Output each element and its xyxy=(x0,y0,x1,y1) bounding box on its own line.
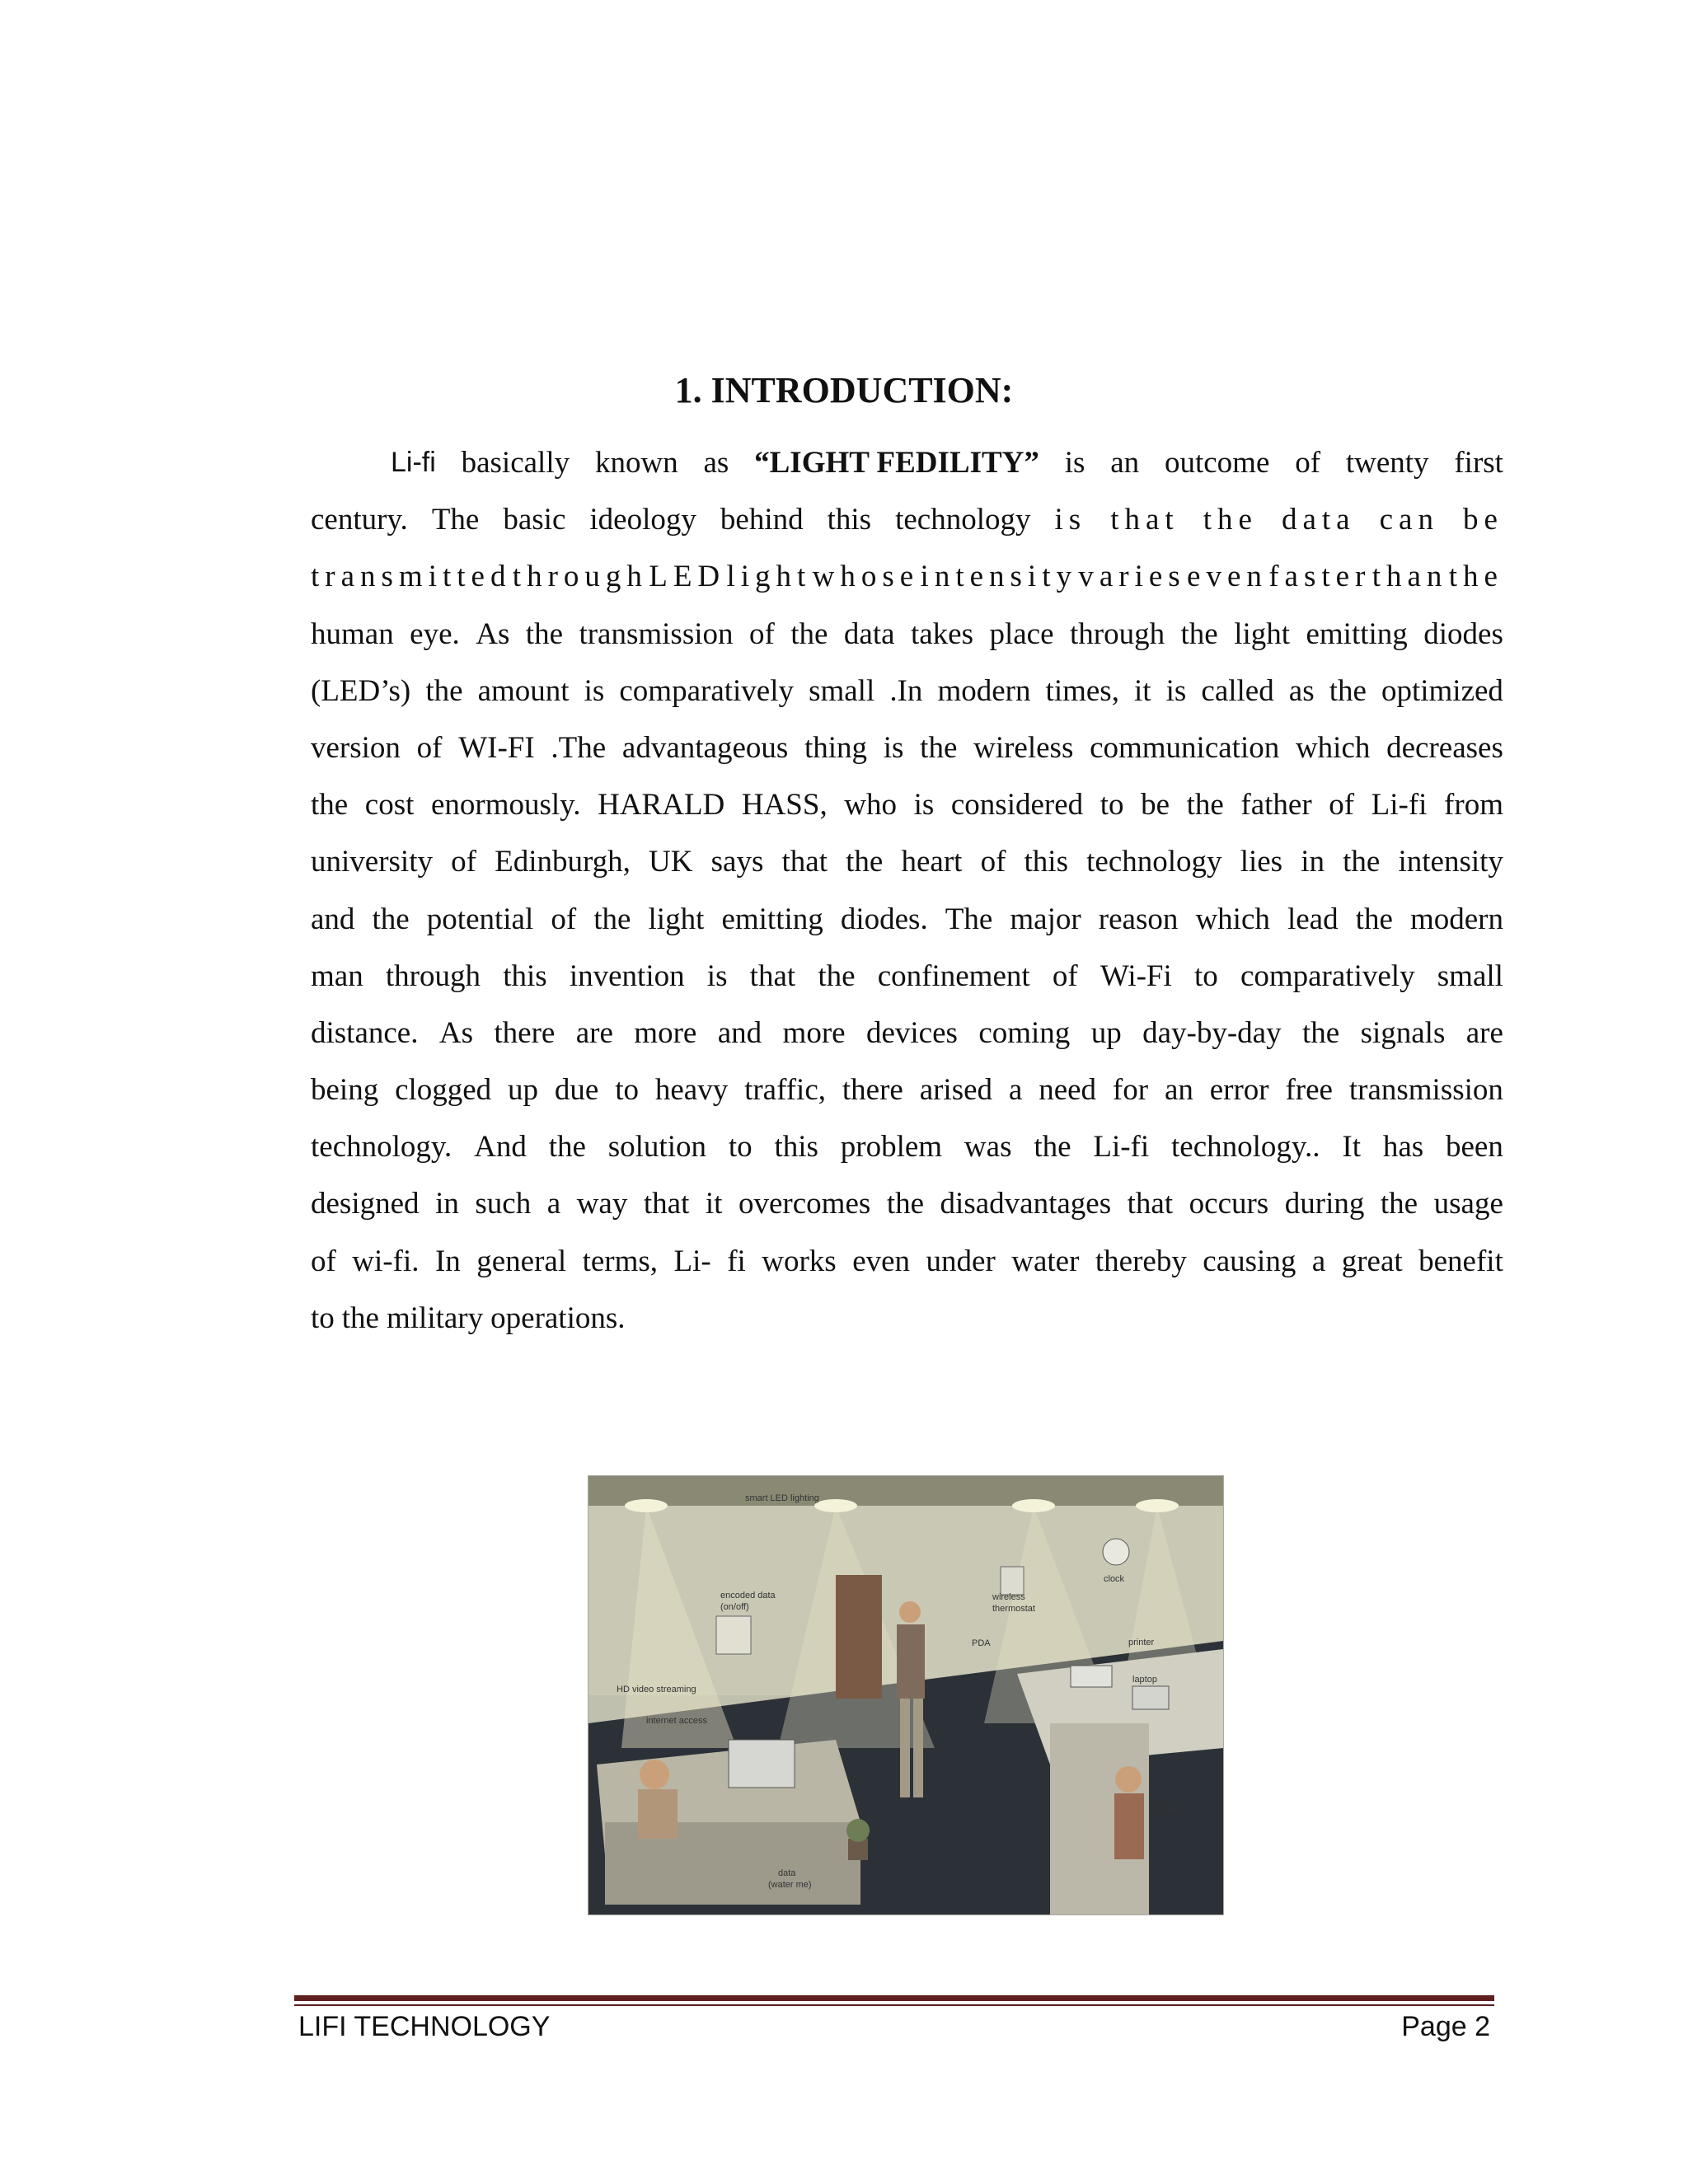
seated-person-body xyxy=(638,1789,678,1839)
paragraph-word: as xyxy=(1288,673,1315,708)
figure-label: data xyxy=(778,1868,796,1878)
paragraph-word: is xyxy=(584,673,605,708)
paragraph-word: the xyxy=(846,845,884,879)
paragraph-word: Li-fi xyxy=(1371,788,1428,823)
paragraph-word: Li-fi xyxy=(1093,1130,1150,1165)
paragraph-word: considered xyxy=(950,788,1084,823)
paragraph-word: through xyxy=(1069,616,1165,651)
paragraph-word: small xyxy=(809,673,875,708)
paragraph-word: the xyxy=(593,902,631,936)
paragraph-word: is xyxy=(1165,673,1187,708)
figure-label: thermostat xyxy=(992,1604,1035,1614)
paragraph-word: comparatively xyxy=(1240,958,1415,993)
paragraph-word: diodes xyxy=(1423,616,1503,651)
paragraph-word: a xyxy=(1008,1073,1023,1108)
paragraph-word: the xyxy=(1186,788,1224,823)
paragraph-word: military xyxy=(386,1301,484,1335)
paragraph-word: of xyxy=(1329,788,1355,823)
paragraph-word: which xyxy=(1295,730,1371,765)
paragraph-word: coming xyxy=(978,1015,1071,1050)
paragraph-word: light xyxy=(1234,616,1291,651)
paragraph-word: great xyxy=(1341,1244,1403,1278)
paragraph-word: was xyxy=(964,1130,1012,1165)
standing-person-icon xyxy=(1115,1766,1142,1793)
paragraph-word: faster xyxy=(1268,560,1372,594)
paragraph-line xyxy=(311,606,1503,663)
paragraph-word: usage xyxy=(1433,1187,1503,1221)
paragraph-word: a xyxy=(1311,1244,1326,1278)
paragraph-word: the xyxy=(1355,902,1393,936)
paragraph-word: devices xyxy=(865,1015,958,1050)
paragraph-word: up xyxy=(508,1073,539,1108)
paragraph-word: this xyxy=(1024,845,1068,879)
seated-person-icon xyxy=(640,1760,669,1789)
introduction-paragraph xyxy=(311,434,1503,1347)
paragraph-line xyxy=(311,1062,1503,1118)
paragraph-word: solution xyxy=(607,1130,706,1165)
footer-rule-thin xyxy=(294,2004,1494,2006)
paragraph-word: data xyxy=(1281,503,1356,537)
standing-person-body xyxy=(1114,1793,1144,1859)
paragraph-word: to xyxy=(1100,788,1124,823)
led-light-icon xyxy=(1136,1499,1179,1512)
paragraph-word: place xyxy=(989,616,1054,651)
paragraph-word: of xyxy=(748,616,775,651)
figure-label: encoded data xyxy=(720,1591,776,1601)
paragraph-word: even xyxy=(852,1244,911,1278)
paragraph-line xyxy=(311,1175,1503,1232)
paragraph-word: basic xyxy=(503,503,566,537)
paragraph-line xyxy=(311,719,1503,776)
paragraph-word: in xyxy=(435,1187,459,1221)
paragraph-word: comparatively xyxy=(619,673,795,708)
paragraph-word: works xyxy=(762,1244,837,1278)
paragraph-word: As xyxy=(476,616,510,651)
laptop-icon xyxy=(1132,1686,1169,1709)
paragraph-word: ideology xyxy=(589,503,696,537)
paragraph-word: first xyxy=(1454,446,1503,480)
page-footer xyxy=(298,2011,1490,2043)
paragraph-word: are xyxy=(575,1015,613,1050)
paragraph-word: As xyxy=(438,1015,473,1050)
paragraph-word: problem xyxy=(840,1130,943,1165)
paragraph-line xyxy=(311,1005,1503,1062)
paragraph-word: amount xyxy=(477,673,570,708)
paragraph-word: emitting xyxy=(1306,616,1408,651)
paragraph-word: of xyxy=(551,902,577,936)
paragraph-word: during xyxy=(1284,1187,1365,1221)
paragraph-word: optimized xyxy=(1381,673,1503,708)
paragraph-word: being xyxy=(311,1073,379,1108)
paragraph-word: father xyxy=(1240,788,1312,823)
paragraph-word: the xyxy=(886,1187,925,1221)
paragraph-word: day-by-day xyxy=(1142,1015,1282,1050)
paragraph-word: Li-fi xyxy=(391,447,436,478)
paragraph-word: known xyxy=(594,446,678,480)
paragraph-word: overcomes xyxy=(738,1187,871,1221)
paragraph-word: of xyxy=(451,845,476,879)
paragraph-word: than xyxy=(1372,560,1448,594)
thermostat-icon xyxy=(1001,1567,1024,1595)
paragraph-word: the xyxy=(341,1301,379,1335)
paragraph-word: the xyxy=(1448,560,1503,594)
paragraph-word: be xyxy=(1141,788,1170,823)
paragraph-word: as xyxy=(703,446,729,480)
paragraph-word: modern xyxy=(937,673,1031,708)
paragraph-word: emitting xyxy=(721,902,823,936)
paragraph-word: way xyxy=(576,1187,628,1221)
paragraph-word: of xyxy=(1295,446,1321,480)
paragraph-word: lies xyxy=(1240,845,1283,879)
paragraph-word: the xyxy=(548,1130,586,1165)
paragraph-word: to xyxy=(311,1301,335,1335)
paragraph-word: transmitted xyxy=(311,560,512,594)
paragraph-word: HASS, xyxy=(741,788,828,823)
paragraph-line xyxy=(311,434,1503,491)
paragraph-word: invention xyxy=(569,958,685,993)
paragraph-word: to xyxy=(728,1130,753,1165)
paragraph-word: century. xyxy=(311,503,408,537)
paragraph-word: small xyxy=(1437,958,1503,993)
paragraph-word: signals xyxy=(1360,1015,1446,1050)
led-light-icon xyxy=(814,1499,857,1512)
led-light-icon xyxy=(625,1499,668,1512)
paragraph-word: the xyxy=(790,616,828,651)
ceiling xyxy=(588,1476,1223,1506)
paragraph-word: of xyxy=(980,845,1006,879)
paragraph-word: clogged xyxy=(395,1073,492,1108)
paragraph-word: the xyxy=(818,958,856,993)
paragraph-word: this xyxy=(827,503,872,537)
paragraph-word: the xyxy=(1301,1015,1340,1050)
paragraph-word: technology xyxy=(1086,845,1222,879)
paragraph-word: there xyxy=(494,1015,556,1050)
paragraph-word: free xyxy=(1285,1073,1333,1108)
paragraph-word: general xyxy=(476,1244,567,1278)
paragraph-word: this xyxy=(774,1130,818,1165)
paragraph-word: It xyxy=(1342,1130,1361,1165)
paragraph-word: wireless xyxy=(973,730,1074,765)
light-switch-panel xyxy=(716,1616,751,1654)
light-fidelity-term: “LIGHT FEDILITY” xyxy=(754,446,1039,480)
paragraph-word: fi xyxy=(727,1244,746,1278)
plant-icon xyxy=(846,1819,870,1842)
paragraph-word: that xyxy=(749,958,796,993)
paragraph-word: to xyxy=(615,1073,639,1108)
paragraph-word: more xyxy=(782,1015,846,1050)
paragraph-word: need xyxy=(1039,1073,1097,1108)
figure-label: laptop xyxy=(1132,1675,1157,1685)
paragraph-word: to xyxy=(1193,958,1218,993)
figure-label: printer xyxy=(1128,1638,1155,1647)
paragraph-line xyxy=(311,833,1503,890)
paragraph-word: the xyxy=(425,673,463,708)
paragraph-word: .The xyxy=(551,730,607,765)
paragraph-line xyxy=(311,491,1503,548)
paragraph-word: terms, xyxy=(582,1244,659,1278)
paragraph-word: a xyxy=(546,1187,561,1221)
figure-label: internet access xyxy=(646,1716,707,1726)
paragraph-word: operations. xyxy=(490,1301,626,1335)
paragraph-word: diodes. xyxy=(840,902,928,936)
paragraph-word: LED xyxy=(649,560,726,594)
paragraph-word: more xyxy=(634,1015,697,1050)
paragraph-word: lead xyxy=(1287,902,1339,936)
paragraph-word: that xyxy=(1127,1187,1174,1221)
paragraph-word: In xyxy=(434,1244,461,1278)
paragraph-word: whose xyxy=(812,560,920,594)
paragraph-word: enormously. xyxy=(430,788,581,823)
paragraph-word: which xyxy=(1195,902,1270,936)
paragraph-word: basically xyxy=(461,446,570,480)
page-number: Page 2 xyxy=(1401,2011,1490,2042)
section-heading: 1. INTRODUCTION: xyxy=(674,370,1014,410)
monitor-icon xyxy=(729,1740,795,1788)
paragraph-word: technology xyxy=(895,503,1031,537)
paragraph-word: wi-fi. xyxy=(352,1244,420,1278)
paragraph-word: eye. xyxy=(410,616,460,651)
paragraph-line xyxy=(311,548,1503,605)
paragraph-word: data xyxy=(843,616,895,651)
paragraph-word: it xyxy=(705,1187,723,1221)
paragraph-line xyxy=(311,948,1503,1005)
paragraph-word: such xyxy=(475,1187,532,1221)
paragraph-word: Wi-Fi xyxy=(1100,958,1172,993)
paragraph-word: Edinburgh, xyxy=(495,845,631,879)
paragraph-word: water xyxy=(1011,1244,1080,1278)
paragraph-word: reason xyxy=(1098,902,1179,936)
paragraph-word: (LED’s) xyxy=(311,673,411,708)
paragraph-word: even xyxy=(1187,560,1268,594)
lifi-room-illustration xyxy=(588,1475,1224,1915)
paragraph-word: has xyxy=(1382,1130,1424,1165)
paragraph-word: are xyxy=(1465,1015,1503,1050)
footer-title: LIFI TECHNOLOGY xyxy=(298,2011,551,2042)
paragraph-word: modern xyxy=(1409,902,1503,936)
paragraph-word: WI-FI xyxy=(458,730,535,765)
paragraph-word: the xyxy=(372,902,410,936)
paragraph-word: heavy xyxy=(654,1073,729,1108)
lifi-room-drawing xyxy=(588,1476,1223,1915)
paragraph-word: error xyxy=(1209,1073,1269,1108)
paragraph-word: is xyxy=(913,788,935,823)
paragraph-word: the xyxy=(311,788,349,823)
paragraph-word: times, xyxy=(1045,673,1119,708)
paragraph-word: The xyxy=(431,503,480,537)
paragraph-word: advantageous xyxy=(621,730,789,765)
paragraph-word: version xyxy=(311,730,401,765)
paragraph-word: under xyxy=(926,1244,996,1278)
paragraph-word: .In xyxy=(889,673,923,708)
paragraph-word: behind xyxy=(720,503,804,537)
paragraph-word: Li- xyxy=(673,1244,711,1278)
figure-label: clock xyxy=(1104,1574,1125,1584)
paragraph-line xyxy=(311,891,1503,948)
paragraph-line xyxy=(311,1118,1503,1175)
paragraph-word: from xyxy=(1444,788,1503,823)
paragraph-word: up xyxy=(1090,1015,1122,1050)
figure-label: PDA xyxy=(1157,1805,1176,1815)
paragraph-word: the xyxy=(1180,616,1218,651)
led-light-icon xyxy=(1012,1499,1055,1512)
paragraph-word: can xyxy=(1379,503,1439,537)
paragraph-word: thereby xyxy=(1095,1244,1187,1278)
paragraph-word: and xyxy=(311,902,355,936)
paragraph-word: light xyxy=(648,902,705,936)
paragraph-word: is xyxy=(883,730,904,765)
paragraph-word: the xyxy=(1203,503,1258,537)
figure-label: smart LED lighting xyxy=(745,1493,819,1503)
paragraph-word: decreases xyxy=(1386,730,1503,765)
paragraph-word: is xyxy=(1054,503,1087,537)
paragraph-word: designed xyxy=(311,1187,420,1221)
paragraph-word: of xyxy=(311,1244,336,1278)
paragraph-word: that xyxy=(643,1187,690,1221)
paragraph-word: And xyxy=(474,1130,527,1165)
paragraph-word: causing xyxy=(1203,1244,1296,1278)
paragraph-word: there xyxy=(842,1073,903,1108)
paragraph-word: be xyxy=(1462,503,1503,537)
paragraph-line xyxy=(311,663,1503,719)
paragraph-word: university xyxy=(311,845,433,879)
paragraph-line xyxy=(311,776,1503,833)
paragraph-word: benefit xyxy=(1418,1244,1503,1278)
paragraph-word: transmission xyxy=(579,616,734,651)
paragraph-word: HARALD xyxy=(598,788,725,823)
door xyxy=(836,1575,882,1699)
footer-rule xyxy=(294,1995,1494,2001)
paragraph-word: through xyxy=(385,958,481,993)
printer-icon xyxy=(1071,1666,1112,1687)
paragraph-word: occurs xyxy=(1189,1187,1269,1221)
paragraph-word: technology.. xyxy=(1171,1130,1320,1165)
figure-label: (water me) xyxy=(768,1880,812,1890)
figure-label: wireless xyxy=(992,1592,1025,1602)
paragraph-word: and xyxy=(717,1015,762,1050)
person-leg xyxy=(900,1699,910,1797)
paragraph-word: the xyxy=(1034,1130,1071,1165)
paragraph-word: this xyxy=(503,958,547,993)
figure-label: HD video streaming xyxy=(617,1685,696,1694)
paragraph-word: due xyxy=(554,1073,599,1108)
paragraph-word: communication xyxy=(1090,730,1280,765)
paragraph-word: technology. xyxy=(311,1130,452,1165)
paragraph-word: of xyxy=(416,730,443,765)
paragraph-word: disadvantages xyxy=(940,1187,1112,1221)
person-leg xyxy=(913,1699,923,1797)
paragraph-word: for xyxy=(1112,1073,1149,1108)
paragraph-word: intensity xyxy=(920,560,1077,594)
paragraph-word: who xyxy=(844,788,898,823)
paragraph-word: says xyxy=(710,845,764,879)
paragraph-word: that xyxy=(781,845,828,879)
paragraph-word: it xyxy=(1134,673,1151,708)
paragraph-word: the xyxy=(1380,1187,1418,1221)
paragraph-word: the xyxy=(920,730,958,765)
paragraph-word: the xyxy=(1343,845,1381,879)
paragraph-word: arised xyxy=(919,1073,993,1108)
paragraph-word: intensity xyxy=(1398,845,1503,879)
paragraph-word: traffic, xyxy=(744,1073,827,1108)
paragraph-word: that xyxy=(1110,503,1179,537)
figure-label: (on/off) xyxy=(720,1602,749,1612)
paragraph-word: an xyxy=(1164,1073,1193,1108)
paragraph-word: transmission xyxy=(1348,1073,1503,1108)
figure-label: PDA xyxy=(972,1638,991,1648)
paragraph-word: the xyxy=(1329,673,1367,708)
paragraph-line xyxy=(311,1233,1503,1290)
paragraph-line xyxy=(311,1290,1503,1347)
paragraph-word: thing xyxy=(804,730,868,765)
paragraph-word: varies xyxy=(1078,560,1186,594)
paragraph-word: confinement xyxy=(877,958,1030,993)
paragraph-word: takes xyxy=(910,616,974,651)
paragraph-word: been xyxy=(1446,1130,1503,1165)
paragraph-word: heart xyxy=(901,845,963,879)
paragraph-word: in xyxy=(1301,845,1325,879)
paragraph-word: potential xyxy=(426,902,534,936)
person-body xyxy=(897,1624,925,1699)
paragraph-word: major xyxy=(1010,902,1081,936)
paragraph-word: cost xyxy=(364,788,415,823)
clock-icon xyxy=(1103,1539,1129,1565)
paragraph-word: of xyxy=(1052,958,1078,993)
paragraph-word: The xyxy=(945,902,993,936)
paragraph-word: an xyxy=(1110,446,1140,480)
paragraph-word: man xyxy=(311,958,363,993)
paragraph-word: is xyxy=(706,958,728,993)
paragraph-word: through xyxy=(512,560,648,594)
paragraph-word: distance. xyxy=(311,1015,419,1050)
paragraph-word: the xyxy=(525,616,563,651)
paragraph-word: outcome xyxy=(1164,446,1270,480)
paragraph-word: is xyxy=(1064,446,1085,480)
paragraph-word: human xyxy=(311,616,394,651)
paragraph-word: UK xyxy=(649,845,693,879)
person-icon xyxy=(899,1601,921,1623)
paragraph-word: twenty xyxy=(1345,446,1429,480)
paragraph-word: light xyxy=(726,560,812,594)
paragraph-word: called xyxy=(1201,673,1274,708)
